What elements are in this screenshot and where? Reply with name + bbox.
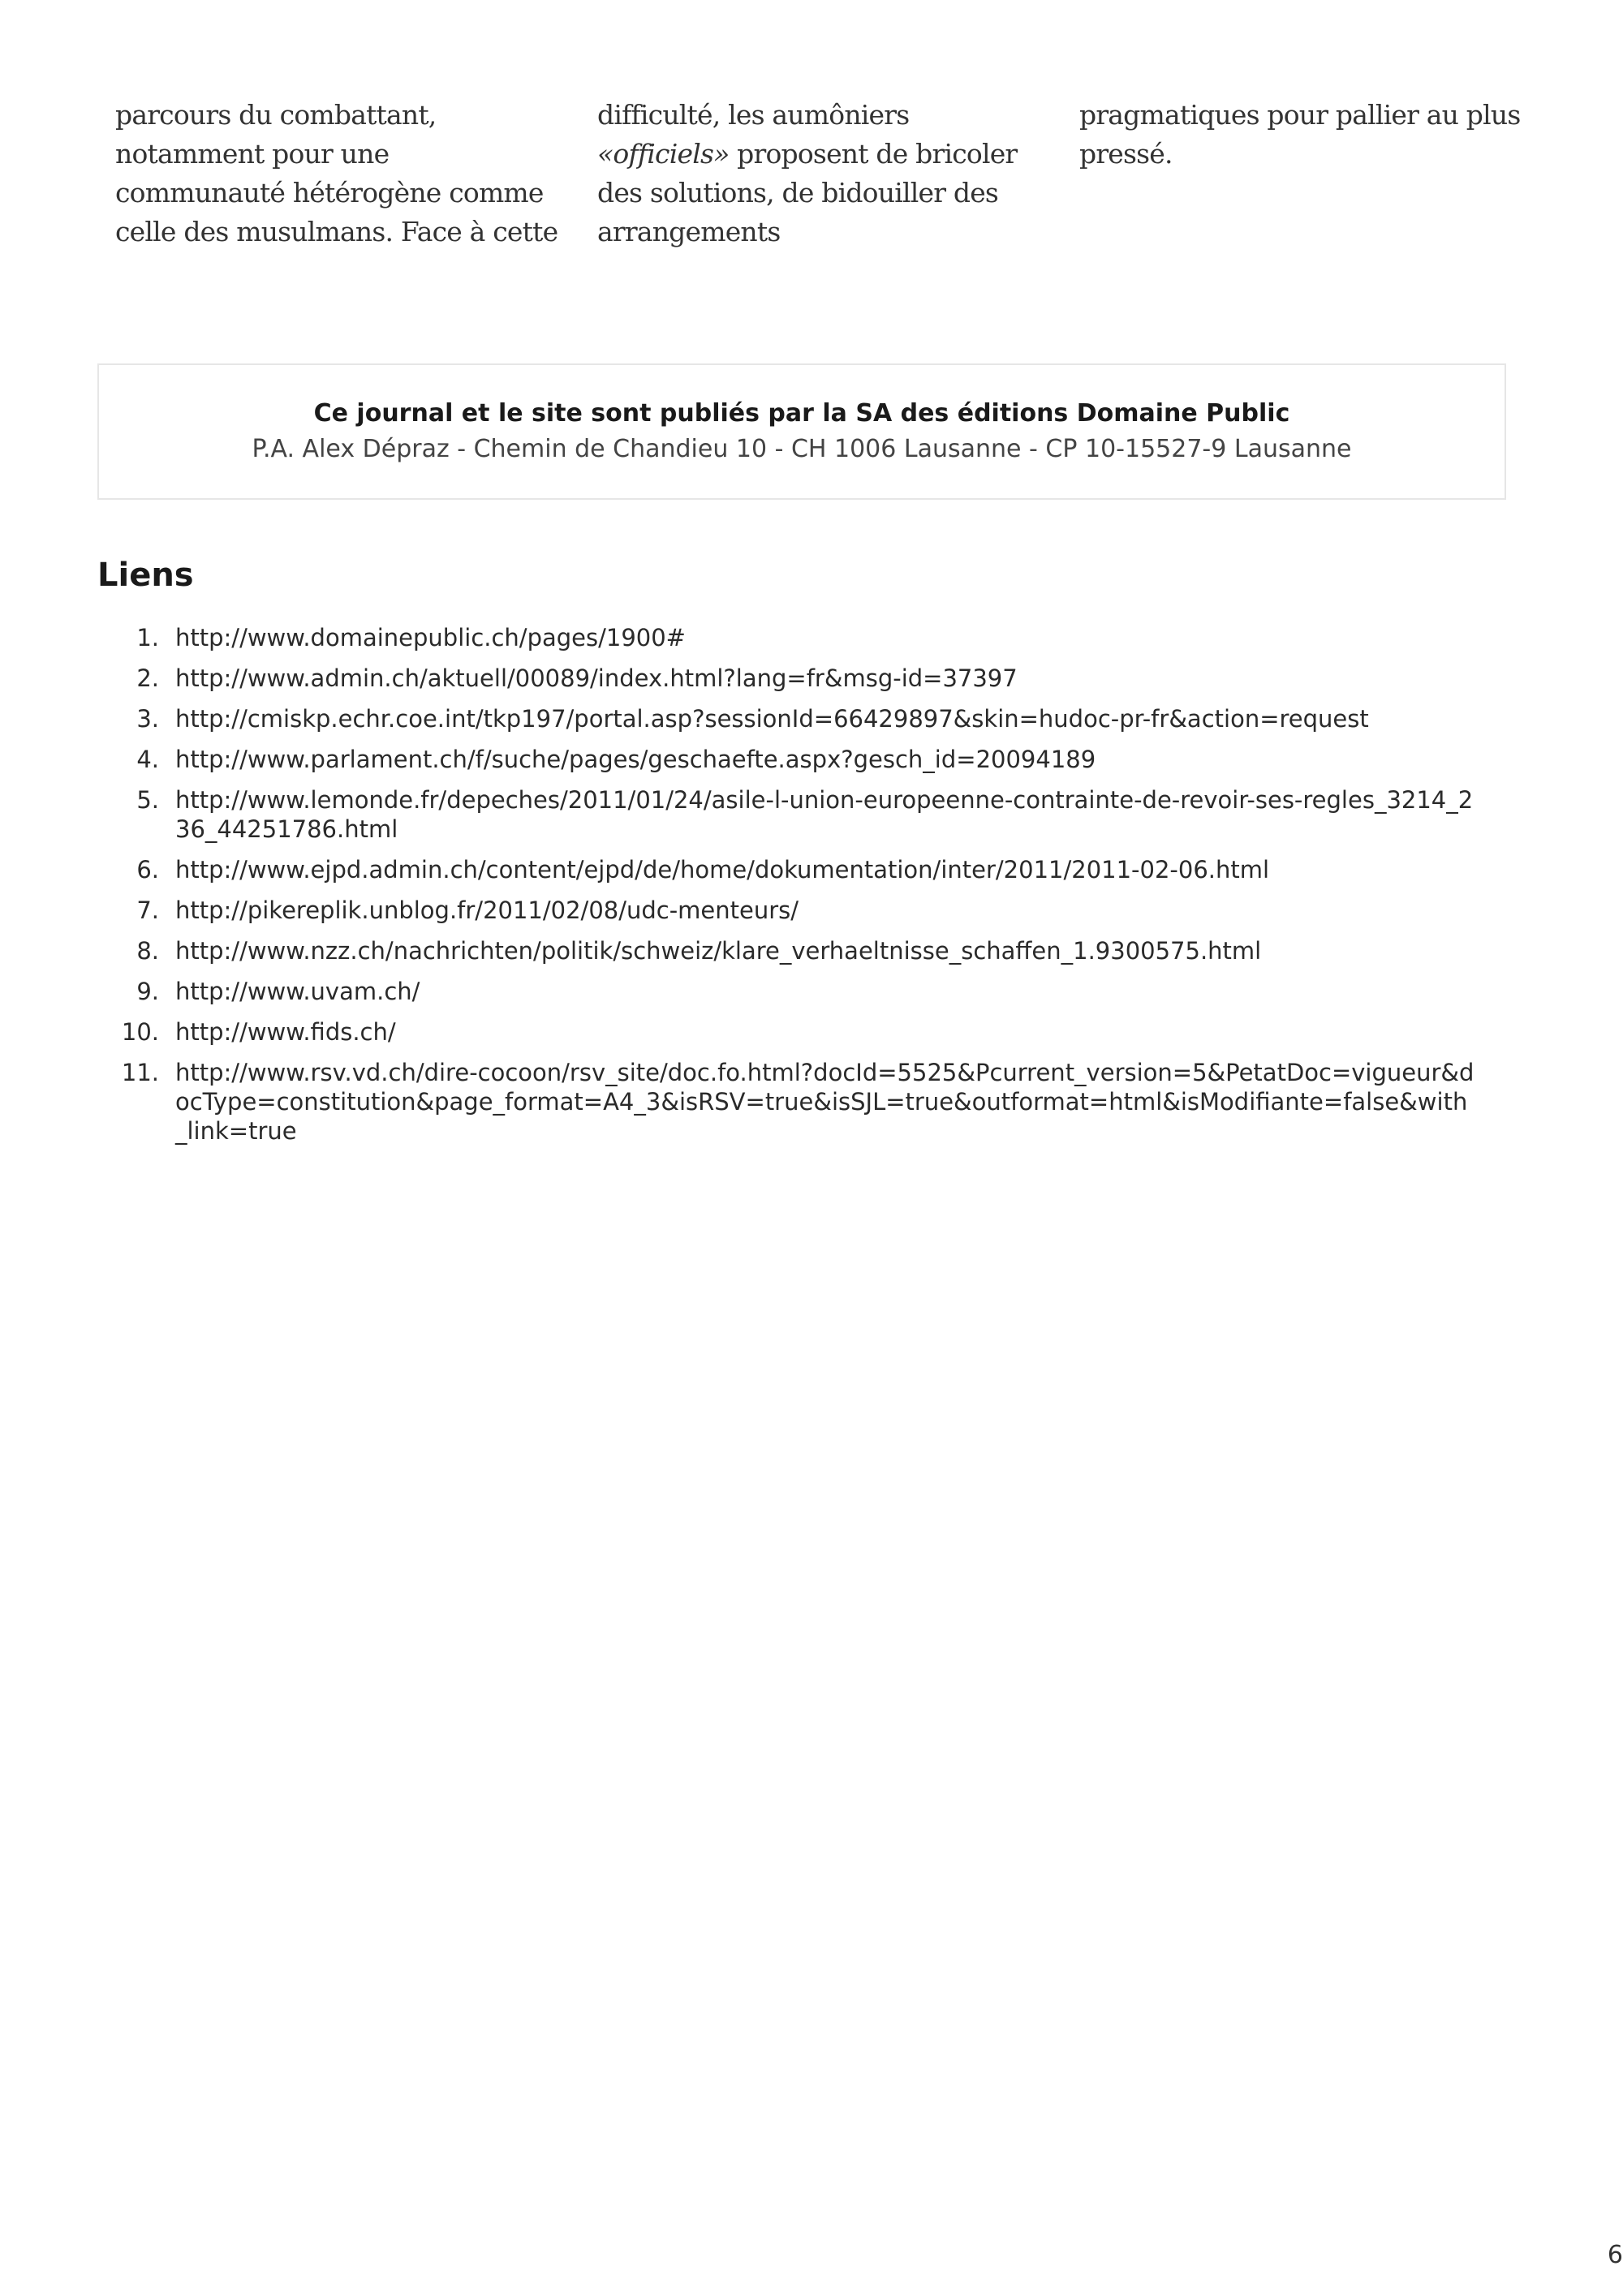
publisher-title: Ce journal et le site sont publiés par la SA des éditions Domaine Public xyxy=(313,399,1290,428)
article-text-col3: pragmatiques pour pallier au plus pressé. xyxy=(1079,99,1521,170)
list-item-number: 1. xyxy=(136,624,159,651)
article-column-2 xyxy=(597,96,1044,252)
list-item xyxy=(97,704,1477,733)
list-item xyxy=(97,855,1477,884)
list-item-number: 9. xyxy=(136,978,159,1005)
link-url[interactable]: http://www.domainepublic.ch/pages/1900# xyxy=(175,624,686,651)
link-url[interactable]: http://www.nzz.ch/nachrichten/politik/schweiz/klare_verhaeltnisse_schaffen_1.9300575.html xyxy=(175,937,1262,965)
link-url[interactable]: http://www.parlament.ch/f/suche/pages/geschaefte.aspx?gesch_id=20094189 xyxy=(175,746,1096,773)
list-item-number: 8. xyxy=(136,937,159,965)
list-item-number: 2. xyxy=(136,664,159,692)
article-text-col2-emphasis: «officiels» xyxy=(597,138,730,170)
list-item xyxy=(97,936,1477,965)
article-text-col2-start: difficulté, les aumôniers xyxy=(597,99,910,131)
list-item xyxy=(97,664,1477,693)
link-url[interactable]: http://www.lemonde.fr/depeches/2011/01/24/asile-l-union-europeenne-contrainte-de-revoir-ses-regles_3214_236_44251786.html xyxy=(175,786,1474,843)
list-item xyxy=(97,1017,1477,1047)
link-url[interactable]: http://cmiskp.echr.coe.int/tkp197/portal.asp?sessionId=66429897&skin=hudoc-pr-fr&action=request xyxy=(175,705,1369,733)
article-text-col2-end: proposent de bricoler des solutions, de bidouiller des arrangements xyxy=(597,138,1018,247)
list-item xyxy=(97,623,1477,652)
list-item xyxy=(97,1058,1477,1146)
list-item-number: 7. xyxy=(136,896,159,924)
link-url[interactable]: http://www.admin.ch/aktuell/00089/index.html?lang=fr&msg-id=37397 xyxy=(175,664,1018,692)
list-item xyxy=(97,896,1477,925)
list-item xyxy=(97,977,1477,1006)
list-item xyxy=(97,785,1477,844)
list-item xyxy=(97,745,1477,774)
link-url[interactable]: http://www.uvam.ch/ xyxy=(175,978,420,1005)
list-item-number: 6. xyxy=(136,856,159,884)
publisher-address: P.A. Alex Dépraz - Chemin de Chandieu 10 - CH 1006 Lausanne - CP 10-15527-9 Lausanne xyxy=(252,435,1352,463)
link-url[interactable]: http://www.ejpd.admin.ch/content/ejpd/de/home/dokumentation/inter/2011/2011-02-06.html xyxy=(175,856,1270,884)
list-item-number: 4. xyxy=(136,746,159,773)
list-item-number: 11. xyxy=(121,1059,159,1086)
link-url[interactable]: http://pikereplik.unblog.fr/2011/02/08/udc-menteurs/ xyxy=(175,896,799,924)
publisher-box xyxy=(97,363,1506,500)
article-text-col1: parcours du combattant, notamment pour une communauté hétérogène comme celle des musulmans. Face à cette xyxy=(115,99,558,247)
links-list xyxy=(97,623,1477,1157)
link-url[interactable]: http://www.fids.ch/ xyxy=(175,1018,396,1046)
article-columns xyxy=(115,96,1521,258)
links-heading: Liens xyxy=(97,557,194,594)
list-item-number: 5. xyxy=(136,786,159,814)
link-url[interactable]: http://www.rsv.vd.ch/dire-cocoon/rsv_site/doc.fo.html?docId=5525&Pcurrent_version=5&PetatDoc=vigueur&docType=constitution&page_format=A4_3&isRSV=true&isSJL=true&outformat=html&isModifiante=false&with_link=true xyxy=(175,1059,1474,1145)
list-item-number: 3. xyxy=(136,705,159,733)
page-number: 6 xyxy=(1607,2241,1623,2269)
article-column-1 xyxy=(115,96,562,252)
list-item-number: 10. xyxy=(121,1018,159,1046)
article-column-3 xyxy=(1079,96,1526,174)
